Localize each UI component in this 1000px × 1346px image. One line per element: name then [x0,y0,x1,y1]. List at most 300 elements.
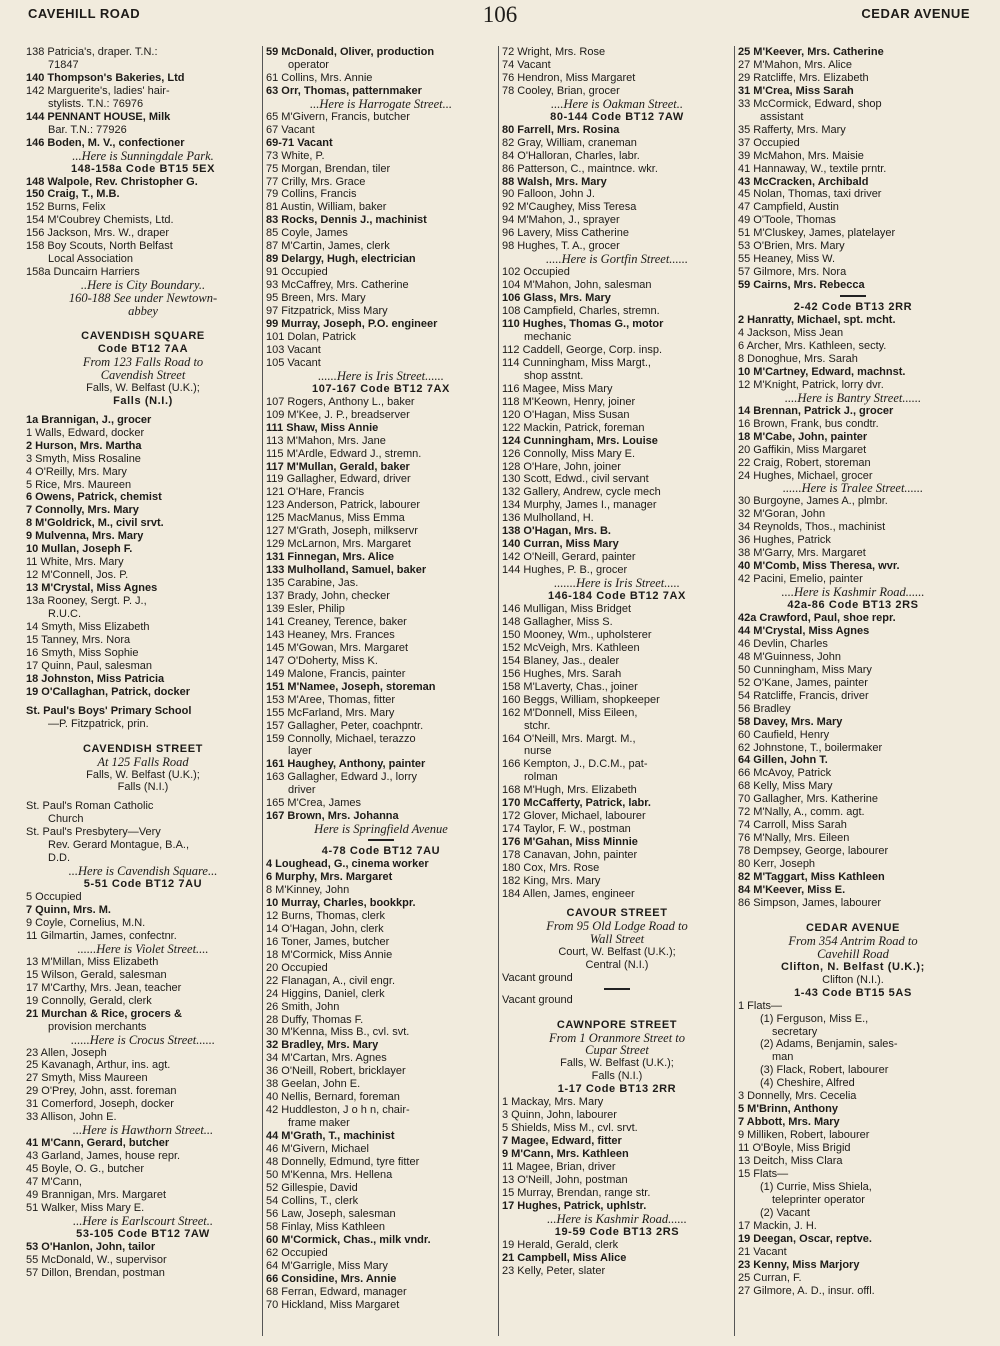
entry-line: 21 Murchan & Rice, grocers & [26,1007,182,1020]
entry-line: 82 M'Taggart, Miss Kathleen [738,871,885,884]
entry-line: stylists. T.N.: 76976 [48,97,144,110]
entry-line: 48 Donnelly, Edmund, tyre fitter [266,1156,420,1169]
entry-line: 14 Smyth, Miss Elizabeth [26,620,150,633]
entry-line: 69-71 Vacant [266,136,333,149]
entry-line: 137 Brady, John, checker [266,590,390,603]
entry-line: 86 Patterson, C., maintnce. wkr. [502,162,658,175]
entry-line: 154 M'Coubrey Chemists, Ltd. [26,214,174,227]
entry-line: 23 Allen, Joseph [26,1046,107,1059]
entry-line: 1 Flats— [738,999,783,1012]
entry-line: 10 Mullan, Joseph F. [26,543,133,556]
entry-line: 124 Cunningham, Mrs. Louise [502,434,658,447]
entry-line: 12 M'Knight, Patrick, lorry dvr. [738,378,884,391]
entry-line: 16 Brown, Frank, bus condtr. [738,417,879,430]
entry-line: 2 Hurson, Mrs. Martha [26,439,142,452]
entry-line: layer [288,745,312,758]
entry-line: (3) Flack, Robert, labourer [760,1064,889,1077]
entry-line: 38 M'Garry, Mrs. Margaret [738,547,866,560]
entry-line: Church [48,813,84,826]
entry-line: 13 Deitch, Miss Clara [738,1155,843,1168]
entry-line: 182 King, Mrs. Mary [502,875,601,887]
entry-line: 80 Farrell, Mrs. Rosina [502,123,620,136]
entry-line: (2) Vacant [760,1206,810,1219]
entry-line: 117 M'Mullan, Gerald, baker [266,460,410,473]
entry-line: 60 Caufield, Henry [738,728,830,741]
entry-line: 125 MacManus, Miss Emma [266,512,405,525]
entry-line: 20 Occupied [266,961,328,974]
entry-line: 45 Boyle, O. G., butcher [26,1163,145,1176]
entry-line: 55 McDonald, W., supervisor [26,1253,167,1266]
entry-line: 53 O'Hanlon, John, tailor [26,1240,156,1253]
entry-line: 5 Shields, Miss M., cvl. srvt. [502,1122,638,1135]
entry-line: 97 Fitzpatrick, Miss Mary [266,305,388,318]
entry-line: 54 Ratcliffe, Francis, driver [738,689,869,702]
entry-line: 84 O'Halloran, Charles, labr. [502,149,640,162]
column-divider [498,46,499,1336]
entry-line: 17 Mackin, J. H. [738,1219,817,1232]
entry-line: 52 Gillespie, David [266,1181,358,1194]
entry-line: 26 Smith, John [266,1000,340,1013]
entry-line: 3 Donnelly, Mrs. Cecelia [738,1090,857,1103]
entry-line: 32 M'Goran, John [738,508,826,521]
entry-line: 58 Finlay, Miss Kathleen [266,1220,386,1233]
route-note: From 1 Oranmore Street to [548,1031,686,1045]
entry-line: 21 Campbell, Miss Alice [502,1251,627,1264]
entry-line: Court, W. Belfast (U.K.); [558,945,676,958]
entry-line: 158a Duncairn Harriers [26,266,140,279]
entry-line: 56 Bradley [738,702,791,715]
entry-line: 9 M'Cann, Mrs. Kathleen [502,1148,629,1161]
entry-line: 28 Duffy, Thomas F. [266,1013,364,1026]
entry-line: 167 Brown, Mrs. Johanna [266,810,399,823]
entry-line: 39 McMahon, Mrs. Maisie [738,149,864,162]
entry-line: 148 Walpole, Rev. Christopher G. [26,175,198,188]
entry-line: 88 Walsh, Mrs. Mary [502,175,607,188]
directory-column-3 [502,46,732,1278]
section-rule [604,988,630,990]
entry-line: 112 Caddell, George, Corp. insp. [502,343,662,356]
running-head-left: CAVEHILL ROAD [28,6,141,21]
entry-line: 74 Vacant [502,58,551,71]
entry-line: 42 Pacini, Emelio, painter [738,573,863,586]
entry-line: 146 Mulligan, Miss Bridget [502,602,632,615]
directory-column-1 [26,46,260,1280]
street-heading: CAVOUR STREET [566,906,668,919]
entry-line: rolman [524,771,558,784]
entry-line: 146 Boden, M. V., confectioner [26,136,185,149]
entry-line: 79 Collins, Francis [266,188,357,201]
route-note: ...Here is Kashmir Road...... [547,1212,687,1226]
code-heading: 1-43 Code BT15 5AS [794,986,912,999]
entry-line: 44 M'Crystal, Miss Agnes [738,624,870,637]
entry-line: 74 Carroll, Miss Sarah [738,819,847,832]
entry-line: 46 M'Givern, Michael [266,1143,369,1156]
entry-line: 77 Crilly, Mrs. Grace [266,175,366,188]
entry-line: 138 Patricia's, draper. T.N.: [26,46,158,58]
entry-line: 93 McCaffrey, Mrs. Catherine [266,279,409,292]
entry-line: 144 Hughes, P. B., grocer [502,564,628,577]
code-heading: Clifton, N. Belfast (U.K.); [781,960,925,973]
entry-line: 67 Vacant [266,123,315,136]
entry-line: 160 Beggs, William, shopkeeper [502,693,660,706]
entry-line: 128 O'Hare, John, joiner [502,460,621,473]
entry-line: 76 M'Nally, Mrs. Eileen [738,832,850,845]
entry-line: 61 Collins, Mrs. Annie [266,71,373,84]
entry-line: 120 O'Hagan, Miss Susan [502,408,630,421]
route-note: ....Here is Oakman Street.. [550,97,684,111]
entry-line: 131 Finnegan, Mrs. Alice [266,551,394,564]
entry-line: 65 M'Givern, Francis, butcher [266,110,410,123]
spacer [738,910,968,916]
entry-line: 8 M'Kinney, John [266,884,350,896]
entry-line: 152 Burns, Felix [26,201,106,214]
entry-line: 55 Heaney, Miss W. [738,253,835,266]
entry-line: 163 Gallagher, Edward J., lorry [266,771,418,784]
entry-line: 119 Gallagher, Edward, driver [266,473,411,486]
entry-line: 19 Herald, Gerald, clerk [502,1238,619,1251]
entry-line: 46 Devlin, Charles [738,637,828,650]
entry-line: 139 Esler, Philip [266,602,345,615]
entry-line: Falls (N.I.) [591,1070,643,1083]
entry-line: 68 Kelly, Miss Mary [738,780,833,793]
route-note: From 354 Antrim Road to [788,934,918,948]
entry-line: 33 McCormick, Edward, shop [738,97,882,110]
entry-line: 109 M'Kee, J. P., breadserver [266,408,410,421]
entry-line: 1a Brannigan, J., grocer [26,413,152,426]
entry-line: 114 Cunningham, Miss Margt., [502,356,651,369]
entry-line: 133 Mulholland, Samuel, baker [266,564,427,577]
entry-line: 153 M'Aree, Thomas, fitter [266,693,396,706]
entry-line: 151 M'Namee, Joseph, storeman [266,680,436,693]
entry-line: 13 M'Crystal, Miss Agnes [26,582,158,595]
entry-line: 10 Murray, Charles, bookkpr. [266,896,416,909]
column-divider [734,46,735,1336]
entry-line: 8 Donoghue, Mrs. Sarah [738,352,858,365]
entry-line: 27 Smyth, Miss Maureen [26,1072,148,1085]
route-note: ...Here is Cavendish Square... [68,865,218,879]
entry-line: 3 Quinn, John, labourer [502,1109,617,1122]
entry-line: 152 McVeigh, Mrs. Kathleen [502,641,640,654]
entry-line: 53 O'Brien, Mrs. Mary [738,240,845,253]
entry-line: 57 Gilmore, Mrs. Nora [738,266,847,279]
entry-line: frame maker [288,1117,350,1130]
entry-line: 36 Hughes, Patrick [738,534,831,547]
entry-line: —P. Fitzpatrick, prin. [48,717,149,730]
section-rule [840,295,866,297]
entry-line: 42 Huddleston, J o h n, chair- [266,1104,410,1117]
entry-line: 9 Mulvenna, Mrs. Mary [26,530,144,543]
entry-line: 20 Gaffikin, Miss Margaret [738,443,867,456]
code-heading: 2-42 Code BT13 2RR [793,301,913,314]
entry-line: 25 Kavanagh, Arthur, ins. agt. [26,1059,171,1072]
entry-line: 15 Murray, Brendan, range str. [502,1186,651,1199]
entry-line: 40 M'Comb, Miss Theresa, wvr. [738,560,900,573]
entry-line: St. Paul's Roman Catholic [26,800,154,813]
entry-line: 38 Geelan, John E. [266,1078,361,1091]
street-heading: CEDAR AVENUE [806,921,900,934]
code-heading: 42a-86 Code BT13 2RS [787,599,919,612]
spacer [26,731,260,737]
entry-line: man [772,1051,794,1064]
entry-line: 23 Kenny, Miss Marjory [738,1258,860,1271]
entry-line: 106 Glass, Mrs. Mary [502,292,611,305]
entry-line: 157 Gallagher, Peter, coachpntr. [266,719,424,732]
entry-line: 156 Jackson, Mrs. W., draper [26,227,170,240]
route-note: From 95 Old Lodge Road to [546,919,688,933]
entry-line: 17 Quinn, Paul, salesman [26,659,152,672]
entry-line: 96 Lavery, Miss Catherine [502,227,629,240]
route-note: ......Here is Iris Street...... [318,369,444,383]
entry-line: 18 Johnston, Miss Patricia [26,672,165,685]
street-heading: CAWNPORE STREET [556,1018,678,1031]
entry-line: 52 O'Kane, James, painter [738,676,868,689]
entry-line: 121 O'Hare, Francis [266,486,365,499]
route-note: ..Here is City Boundary.. [80,279,206,293]
entry-line: 148 Gallagher, Miss S. [502,615,613,628]
entry-line: 24 Higgins, Daniel, clerk [266,987,385,1000]
directory-column-4 [738,46,968,1298]
entry-line: 19 Connolly, Gerald, clerk [26,994,152,1007]
entry-line: 155 McFarland, Mrs. Mary [266,706,395,719]
entry-line: 80 Kerr, Joseph [738,858,816,871]
entry-line: 70 Hickland, Miss Margaret [266,1298,400,1311]
entry-line: 50 M'Kenna, Mrs. Hellena [266,1168,393,1181]
code-heading: 4-78 Code BT12 7AU [321,845,441,858]
entry-line: 48 M'Guinness, John [738,650,841,663]
route-note: 160-188 See under Newtown- [68,292,218,306]
entry-line: 94 M'Mahon, J., sprayer [502,214,620,227]
entry-line: 1 Walls, Edward, docker [26,426,145,439]
street-heading: CAVENDISH STREET [82,742,204,755]
entry-line: 159 Connolly, Michael, terazzo [266,732,416,745]
entry-line: 36 O'Neill, Robert, bricklayer [266,1065,406,1078]
entry-line: 142 O'Neill, Gerard, painter [502,551,636,564]
code-heading: Code BT12 7AA [97,342,189,355]
entry-line: Clifton (N.I.). [822,973,884,986]
route-note: .......Here is Iris Street..... [554,577,680,591]
entry-line: 129 McLarnon, Mrs. Margaret [266,538,411,551]
entry-line: 85 Coyle, James [266,227,348,240]
entry-line: 138 O'Hagan, Mrs. B. [502,525,611,538]
entry-line: 57 Dillon, Brendan, postman [26,1266,165,1279]
entry-line: 72 Wright, Mrs. Rose [502,46,606,58]
entry-line: 141 Creaney, Terence, baker [266,615,407,628]
entry-line: 101 Dolan, Patrick [266,330,356,343]
entry-line: 136 Mulholland, H. [502,512,594,525]
entry-line: 2 Hanratty, Michael, spt. mcht. [738,314,896,327]
entry-line: 19 Deegan, Oscar, reptve. [738,1232,872,1245]
entry-line: 34 M'Cartan, Mrs. Agnes [266,1052,387,1065]
entry-line: Vacant ground [502,971,573,984]
entry-line: 29 O'Prey, John, asst. foreman [26,1085,177,1098]
entry-line: 78 Dempsey, George, labourer [738,845,889,858]
entry-line: 51 M'Cluskey, James, platelayer [738,227,896,240]
entry-line: 78 Cooley, Brian, grocer [502,84,620,97]
entry-line: 5 M'Brinn, Anthony [738,1103,838,1116]
entry-line: 178 Canavan, John, painter [502,849,638,862]
entry-line: St. Paul's Presbytery—Very [26,826,161,839]
entry-line: 33 Allison, John E. [26,1111,117,1124]
entry-line: 62 Occupied [266,1246,328,1259]
entry-line: 89 Delargy, Hugh, electrician [266,253,416,266]
entry-line: 158 M'Laverty, Chas., joiner [502,680,638,693]
route-note: Wall Street [589,932,645,946]
entry-line: 51 Walker, Miss Mary E. [26,1201,145,1214]
entry-line: 12 Burns, Thomas, clerk [266,909,386,922]
route-note: ....Here is Bantry Street...... [784,391,922,405]
entry-line: (1) Currie, Miss Shiela, [760,1180,872,1193]
entry-line: 59 McDonald, Oliver, production [266,46,435,58]
entry-line: 62 Johnstone, T., boilermaker [738,741,883,754]
entry-line: 60 M'Cormick, Chas., milk vndr. [266,1233,431,1246]
entry-line: 18 M'Cabe, John, painter [738,430,868,443]
route-note: Cavendish Street [100,368,186,382]
entry-line: 11 Gilmartin, James, confectnr. [26,929,177,942]
entry-line: 174 Taylor, F. W., postman [502,823,631,836]
entry-line: 37 Occupied [738,136,800,149]
entry-line: 49 Brannigan, Mrs. Margaret [26,1189,167,1202]
entry-line: 27 Gilmore, A. D., insur. offl. [738,1284,875,1297]
entry-line: 7 Abbott, Mrs. Mary [738,1116,840,1129]
entry-line: 5 Occupied [26,891,82,904]
entry-line: 90 Falloon, John J. [502,188,595,201]
entry-line: 3 Smyth, Miss Rosaline [26,452,141,465]
entry-line: (1) Ferguson, Miss E., [760,1012,869,1025]
page-number: 106 [482,2,518,27]
entry-line: 30 Burgoyne, James A., plmbr. [738,495,888,508]
code-heading: 53-105 Code BT12 7AW [76,1227,210,1240]
entry-line: 23 Kelly, Peter, slater [502,1264,606,1277]
route-note: At 125 Falls Road [97,755,189,769]
entry-line: 1 Mackay, Mrs. Mary [502,1096,604,1109]
entry-line: 168 M'Hugh, Mrs. Elizabeth [502,784,637,797]
entry-line: 14 O'Hagan, John, clerk [266,922,384,935]
route-note: ...Here is Earlscourt Street.. [72,1214,214,1228]
entry-line: 14 Brennan, Patrick J., grocer [738,404,894,417]
route-note: Here is Springfield Avenue [314,823,448,837]
entry-line: 13 O'Neill, John, postman [502,1174,628,1187]
entry-line: 6 Archer, Mrs. Kathleen, secty. [738,339,887,352]
entry-line: shop asstnt. [524,369,584,382]
entry-line: 40 Nellis, Bernard, foreman [266,1091,400,1104]
entry-line: 4 O'Reilly, Mrs. Mary [26,465,127,478]
entry-line: 68 Ferran, Edward, manager [266,1285,407,1298]
entry-line: 13 M'Millan, Miss Elizabeth [26,955,159,968]
entry-line: secretary [772,1025,818,1038]
entry-line: 64 Gillen, John T. [738,754,828,767]
entry-line: 127 M'Grath, Joseph, milkservr [266,525,418,538]
entry-line: 84 M'Keever, Miss E. [738,884,846,896]
entry-line: 63 Orr, Thomas, patternmaker [266,84,422,97]
entry-line: 5 Rice, Mrs. Maureen [26,478,132,491]
entry-line: 9 Coyle, Cornelius, M.N. [26,917,146,929]
route-note: ...Here is Harrogate Street... [310,97,452,111]
entry-line: 161 Haughey, Anthony, painter [266,758,426,771]
street-heading: CAVENDISH SQUARE [81,330,205,343]
entry-line: driver [288,784,316,797]
route-note: .....Here is Gortfin Street...... [545,253,689,267]
code-heading: 107-167 Code BT12 7AX [312,382,450,395]
entry-line: provision merchants [48,1020,147,1033]
entry-line: 122 Mackin, Patrick, foreman [502,421,645,434]
entry-line: D.D. [48,852,70,865]
entry-line: (4) Cheshire, Alfred [760,1077,855,1090]
code-heading: 146-184 Code BT12 7AX [548,590,686,603]
entry-line: 43 McCracken, Archibald [738,175,869,188]
entry-line: 9 Milliken, Robert, labourer [738,1129,870,1142]
entry-line: 15 Wilson, Gerald, salesman [26,968,167,981]
entry-line: 30 M'Kenna, Miss B., cvl. svt. [266,1026,410,1039]
route-note: ......Here is Violet Street.... [77,942,209,956]
entry-line: 22 Craig, Robert, storeman [738,456,871,469]
entry-line: 24 Hughes, Michael, grocer [738,469,873,482]
route-note: Cavehill Road [817,947,889,961]
entry-line: 41 Hannaway, W., textile prntr. [738,162,887,175]
entry-line: 130 Scott, Edwd., civil servant [502,473,649,486]
entry-line: 165 M'Crea, James [266,797,362,810]
entry-line: 135 Carabine, Jas. [266,577,359,590]
entry-line: 32 Bradley, Mrs. Mary [266,1039,379,1052]
entry-line: 83 Rocks, Dennis J., machinist [266,214,427,227]
entry-line: 156 Hughes, Mrs. Sarah [502,667,622,680]
entry-line: 147 O'Doherty, Miss K. [266,654,378,667]
entry-line: Falls, W. Belfast (U.K.); [86,381,200,394]
entry-line: 12 M'Connell, Jos. P. [26,569,129,582]
entry-line: 19 O'Callaghan, Patrick, docker [26,685,191,698]
entry-line: 102 Occupied [502,266,570,279]
entry-line: Central (N.I.) [585,958,649,971]
entry-line: 11 Magee, Brian, driver [502,1161,616,1174]
entry-line: 72 M'Nally, A., comm. agt. [738,806,865,819]
entry-line: 158 Boy Scouts, North Belfast [26,240,173,253]
entry-line: 170 McCafferty, Patrick, labr. [502,797,651,810]
entry-line: 176 M'Gahan, Miss Minnie [502,836,638,849]
entry-line: 16 Toner, James, butcher [266,935,390,948]
entry-line: 75 Morgan, Brendan, tiler [266,162,391,175]
entry-line: 184 Allen, James, engineer [502,887,635,900]
route-note: ....Here is Kashmir Road...... [781,586,925,600]
entry-line: 103 Vacant [266,343,321,356]
entry-line: 70 Gallagher, Mrs. Katherine [738,793,879,806]
entry-line: Falls, W. Belfast (U.K.); [560,1057,674,1070]
entry-line: 10 M'Cartney, Edward, machnst. [738,365,906,378]
entry-line: 91 Occupied [266,266,328,279]
entry-line: 108 Campfield, Charles, stremn. [502,305,660,318]
entry-line: 29 Ratcliffe, Mrs. Elizabeth [738,71,869,84]
route-note: ......Here is Tralee Street...... [782,482,924,496]
entry-line: 31 Comerford, Joseph, docker [26,1098,174,1111]
code-heading: 5-51 Code BT12 7AU [83,878,203,891]
entry-line: 87 M'Cartin, James, clerk [266,240,390,253]
entry-line: 118 M'Keown, Henry, joiner [502,395,636,408]
entry-line: 11 White, Mrs. Mary [26,556,124,569]
entry-line: 164 O'Neill, Mrs. Margt. M., [502,732,636,745]
code-heading: 148-158a Code BT15 5EX [70,162,216,175]
entry-line: nurse [524,745,552,758]
entry-line: 180 Cox, Mrs. Rose [502,862,600,875]
entry-line: 18 M'Cormick, Miss Annie [266,948,393,961]
entry-line: 86 Simpson, James, labourer [738,896,882,909]
entry-line: 142 Marguerite's, ladies' hair- [26,84,170,97]
entry-line: 59 Cairns, Mrs. Rebecca [738,279,865,292]
entry-line: 58 Davey, Mrs. Mary [738,715,843,728]
route-note: ...Here is Hawthorn Street... [72,1124,214,1138]
entry-line: 76 Hendron, Miss Margaret [502,71,636,84]
entry-line: 17 M'Carthy, Mrs. Jean, teacher [26,981,182,994]
entry-line: 8 M'Goldrick, M., civil srvt. [26,517,164,530]
entry-line: 50 Cunningham, Miss Mary [738,663,872,676]
entry-line: 6 Owens, Patrick, chemist [26,491,162,504]
